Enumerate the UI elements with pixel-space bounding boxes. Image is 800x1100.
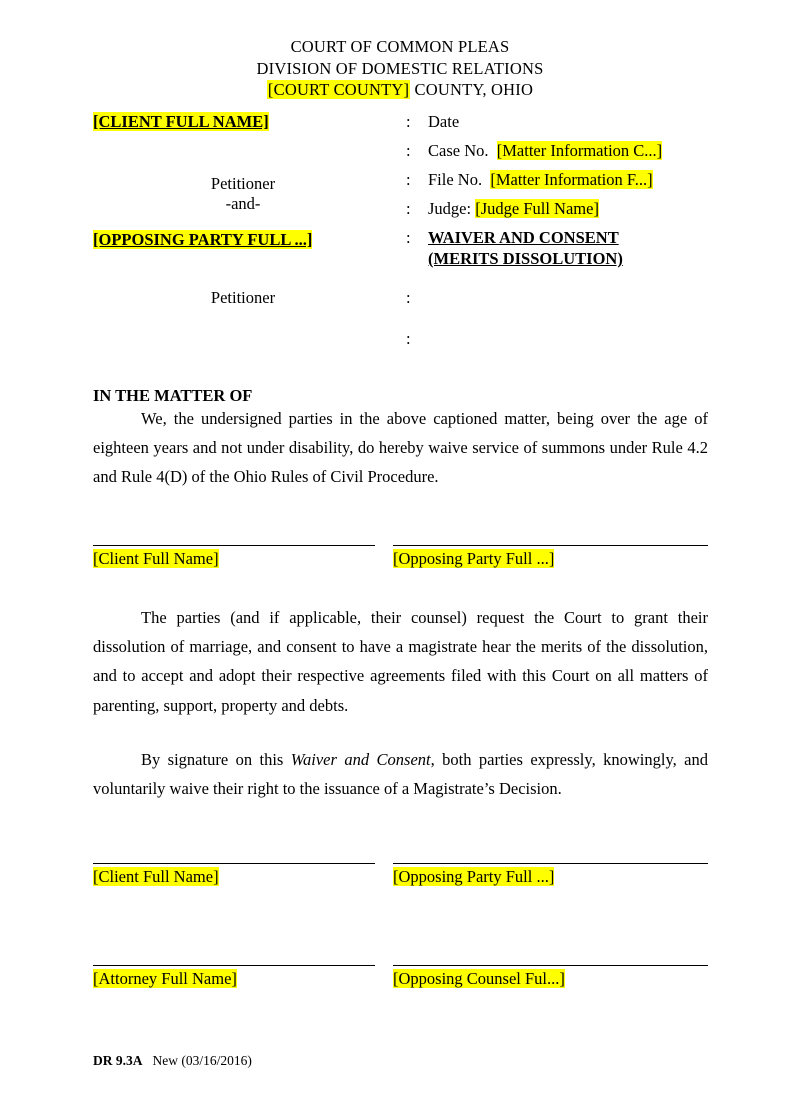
signature-line-client-1[interactable] [93,545,375,546]
signature-label-attorney: [Attorney Full Name] [93,969,237,988]
caption-colon: : [406,288,411,307]
file-no-field[interactable]: [Matter Information F...] [490,170,653,189]
header-line-county [0,79,800,101]
caption-row-case-no [406,136,662,165]
document-title-line-1: WAIVER AND CONSENT [428,228,619,247]
header-county-suffix: COUNTY, OHIO [410,80,534,99]
signature-label-opposing-counsel: [Opposing Counsel Ful...] [393,969,565,988]
caption-colon: : [406,141,411,160]
caption-colon: : [406,329,411,348]
in-the-matter-of-heading: IN THE MATTER OF [93,386,253,405]
caption-colon: : [406,228,411,247]
court-county-field[interactable]: [COURT COUNTY] [267,80,410,99]
paragraph-waiver-of-service: We, the undersigned parties in the above captioned matter, being over the age of eighteen years and not under disability, do hereby waive service of summons under Rule 4.2 and Rule 4(D) of the Ohio Rules of Civil Procedure. [93,409,708,487]
caption-colon: : [406,170,411,189]
paragraph-3-text-before: By signature on this [141,750,291,769]
and-separator-label: -and- [225,194,261,213]
file-no-label: File No. [428,170,483,189]
caption-row-blank-2 [406,324,428,353]
signature-label-client-1: [Client Full Name] [93,549,219,568]
signature-label-client-2: [Client Full Name] [93,867,219,886]
paragraph-3-italic-title: Waiver and Consent [290,750,431,769]
caption-row-blank-1 [406,283,428,312]
opposing-name-field[interactable]: [OPPOSING PARTY FULL ...] [93,230,313,249]
court-header [0,36,800,101]
opposing-role-label: Petitioner [210,288,276,307]
signature-line-opposing-counsel[interactable] [393,965,708,966]
form-footer [93,1053,252,1069]
judge-name-field[interactable]: [Judge Full Name] [475,199,599,218]
case-caption [0,112,800,352]
signature-label-opposing-1: [Opposing Party Full ...] [393,549,555,568]
client-name-field[interactable]: [CLIENT FULL NAME] [93,112,269,131]
caption-row-judge [406,194,599,223]
header-line-court: COURT OF COMMON PLEAS [290,37,510,56]
case-no-label: Case No. [428,141,489,160]
judge-label: Judge: [428,199,472,218]
form-code: DR 9.3A [93,1053,143,1068]
client-role-label: Petitioner [210,174,276,193]
header-line-division: DIVISION OF DOMESTIC RELATIONS [256,58,544,78]
signature-line-opposing-1[interactable] [393,545,708,546]
caption-row-file-no [406,165,653,194]
caption-row-date [406,107,459,136]
signature-line-client-2[interactable] [93,863,375,864]
paragraph-request-magistrate: The parties (and if applicable, their counsel) request the Court to grant their dissolution of marriage, and consent to have a magistrate hear the merits of the dissolution, and to accept and adopt their respective agreements filed with this Court on all matters of parenting, support, property and debts. [93,608,708,715]
paragraph-3-text-after: , both parties expressly, knowingly, and voluntarily waive their right to the issuance of a Magistrate’s Decision. [93,750,709,799]
caption-colon: : [406,199,411,218]
signature-line-attorney[interactable] [93,965,375,966]
signature-line-opposing-2[interactable] [393,863,708,864]
caption-row-doc-subtitle [428,244,623,273]
client-name-caption [93,112,269,132]
case-no-field[interactable]: [Matter Information C...] [496,141,663,160]
paragraph-waiver-magistrate-decision [93,745,708,803]
opposing-name-caption [93,230,312,250]
document-title-line-2: (MERITS DISSOLUTION) [428,249,623,268]
signature-label-opposing-2: [Opposing Party Full ...] [393,867,555,886]
date-label: Date [428,112,460,131]
form-revision: New (03/16/2016) [152,1053,252,1068]
caption-colon: : [406,112,411,131]
